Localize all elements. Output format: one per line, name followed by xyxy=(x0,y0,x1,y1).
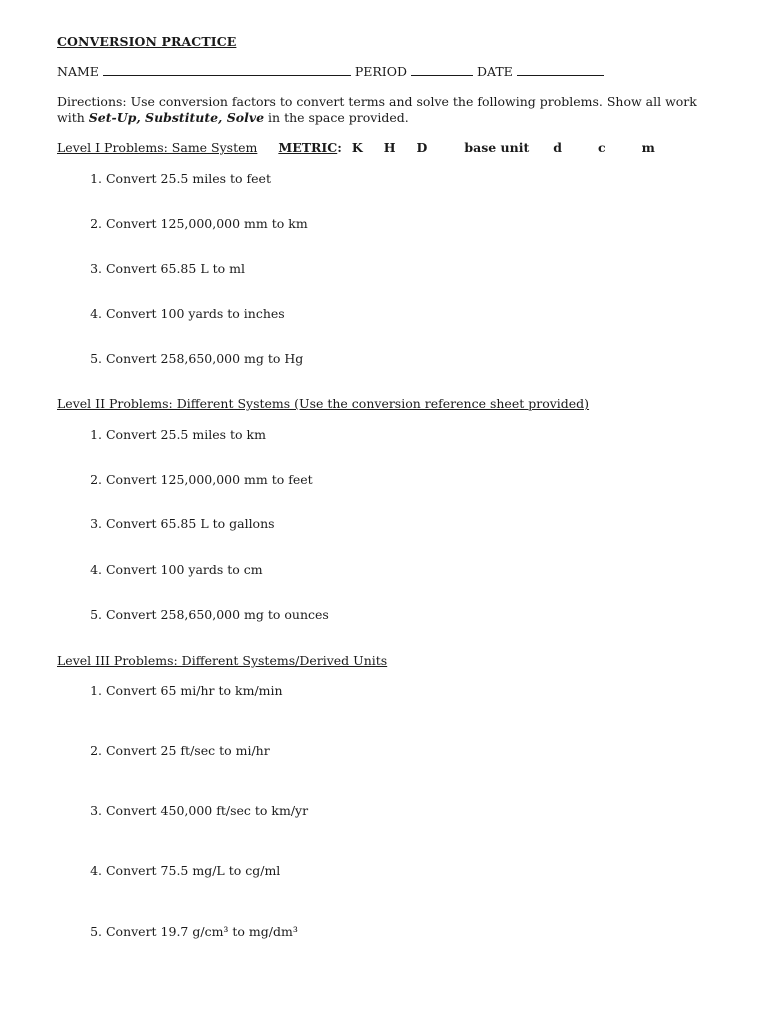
list-item: 3. Convert 65.85 L to ml xyxy=(90,261,245,276)
metric-unit-centi: c xyxy=(598,140,606,155)
list-item: 1. Convert 25.5 miles to km xyxy=(90,427,266,442)
date-label: DATE xyxy=(476,64,513,79)
list-item: 5. Convert 258,650,000 mg to Hg xyxy=(90,351,304,366)
directions-text: Directions: Use conversion factors to convert terms and solve the following problems. Show all work with xyxy=(57,94,697,125)
list-item: 4. Convert 100 yards to inches xyxy=(90,306,285,321)
list-item: 2. Convert 125,000,000 mm to km xyxy=(90,216,308,231)
student-info-line xyxy=(57,64,604,79)
page-title: CONVERSION PRACTICE xyxy=(57,34,237,49)
list-item: 5. Convert 19.7 g/cm³ to mg/dm³ xyxy=(90,924,298,939)
metric-unit-milli: m xyxy=(641,140,655,155)
list-item: 4. Convert 75.5 mg/L to cg/ml xyxy=(90,863,281,878)
list-item: 4. Convert 100 yards to cm xyxy=(90,562,263,577)
list-item: 3. Convert 450,000 ft/sec to km/yr xyxy=(90,803,309,818)
directions-text-end: in the space provided. xyxy=(264,110,409,125)
date-field[interactable] xyxy=(517,64,604,76)
list-item: 1. Convert 25.5 miles to feet xyxy=(90,171,271,186)
name-label: NAME xyxy=(57,64,99,79)
level3-heading: Level III Problems: Different Systems/Derived Units xyxy=(57,653,388,668)
metric-unit-deci: d xyxy=(553,140,563,155)
list-item: 1. Convert 65 mi/hr to km/min xyxy=(90,683,283,698)
period-label: PERIOD xyxy=(354,64,408,79)
level1-section-header xyxy=(57,140,655,155)
directions-emphasis: Set-Up, Substitute, Solve xyxy=(88,110,265,125)
list-item: 3. Convert 65.85 L to gallons xyxy=(90,516,275,531)
metric-unit-kilo: K xyxy=(351,140,363,155)
metric-colon: : xyxy=(337,140,342,155)
directions xyxy=(57,94,697,126)
list-item: 5. Convert 258,650,000 mg to ounces xyxy=(90,607,329,622)
metric-prefix-scale xyxy=(278,140,655,155)
level1-heading: Level I Problems: Same System xyxy=(57,140,258,155)
metric-label: METRIC xyxy=(278,140,338,155)
metric-unit-hecto: H xyxy=(383,140,396,155)
list-item: 2. Convert 125,000,000 mm to feet xyxy=(90,472,313,487)
name-field[interactable] xyxy=(103,64,351,76)
level2-heading: Level II Problems: Different Systems (Use the conversion reference sheet provided) xyxy=(57,396,590,411)
metric-unit-deka: D xyxy=(416,140,428,155)
metric-unit-base: base unit xyxy=(464,140,530,155)
period-field[interactable] xyxy=(411,64,473,76)
list-item: 2. Convert 25 ft/sec to mi/hr xyxy=(90,743,270,758)
